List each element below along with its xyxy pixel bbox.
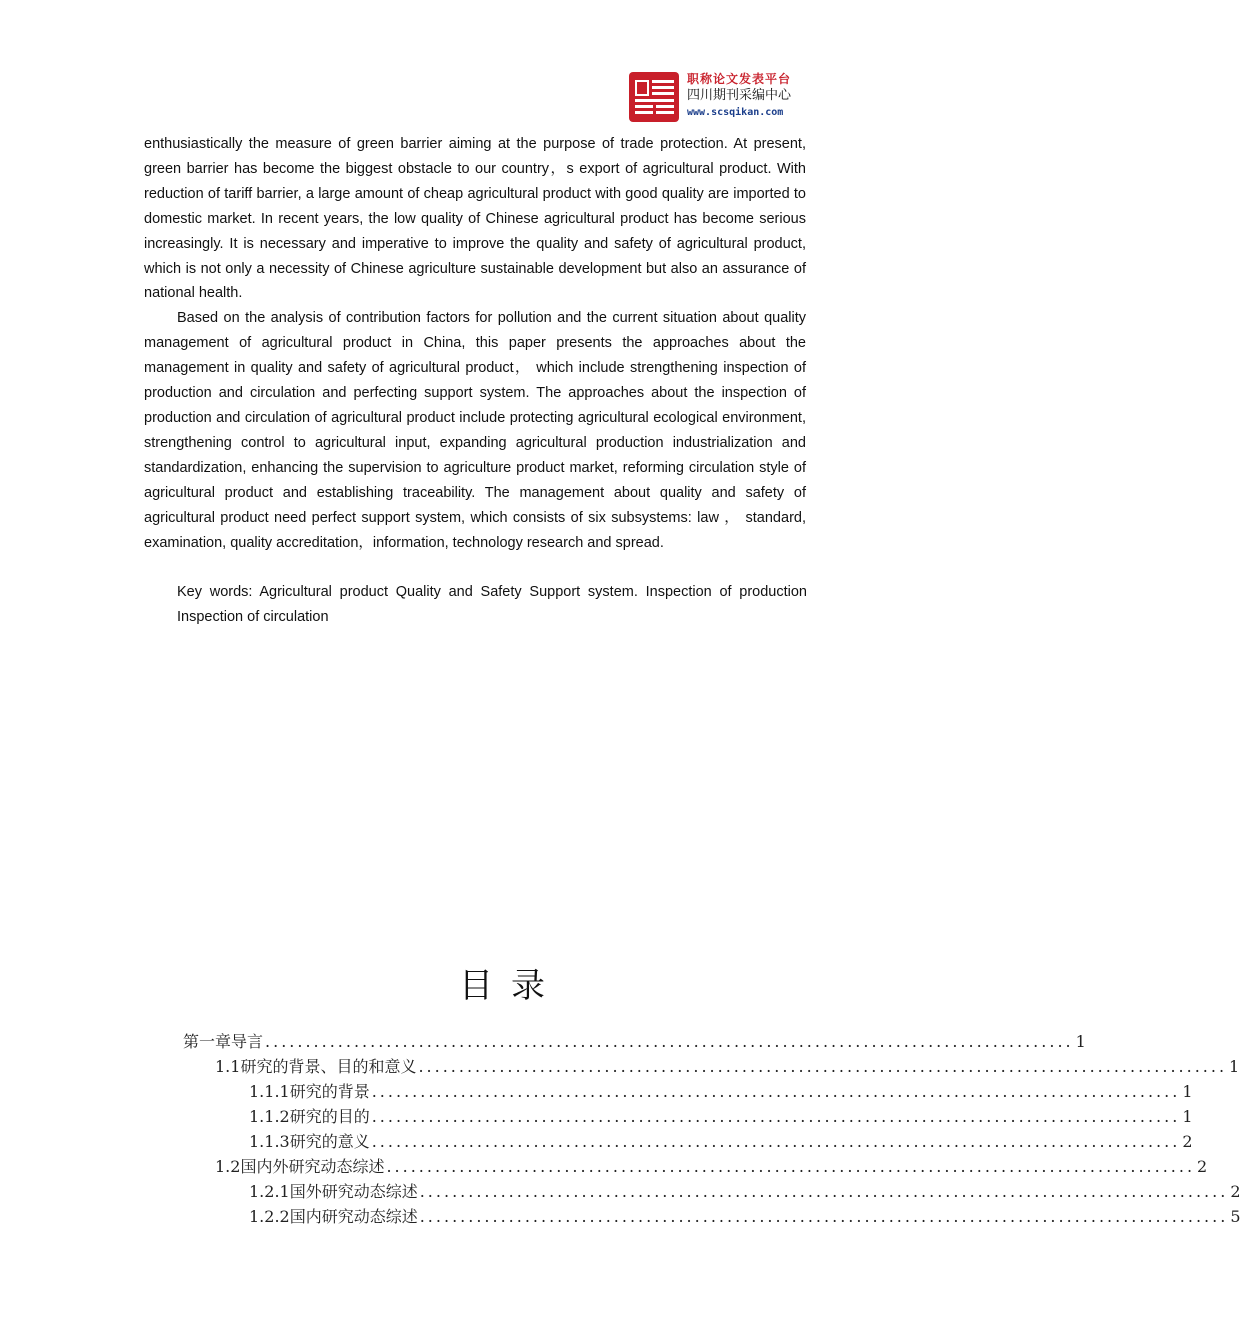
toc-leader: .................................................................................................... (371, 1107, 1181, 1126)
toc-entry[interactable] (249, 1205, 1241, 1229)
toc-entry[interactable] (183, 1030, 1086, 1054)
toc-entry-label: 1.1研究的背景、目的和意义 (215, 1057, 417, 1076)
toc-leader: .................................................................................................... (371, 1132, 1181, 1151)
toc-title: 目录 (459, 966, 563, 1006)
abstract-body (144, 132, 806, 555)
toc-leader: .................................................................................................... (418, 1057, 1228, 1076)
toc-entry-label: 1.1.2研究的目的 (249, 1107, 370, 1126)
toc-entry[interactable] (249, 1180, 1241, 1204)
toc-entry[interactable] (215, 1155, 1208, 1179)
toc-page-number: 1 (1182, 1107, 1193, 1126)
toc-entry-label: 1.1.3研究的意义 (249, 1132, 370, 1151)
logo-tagline: 职称论文发表平台 (687, 72, 792, 86)
toc-page-number: 1 (1075, 1032, 1086, 1051)
toc-entry[interactable] (249, 1130, 1193, 1154)
toc-leader: .................................................................................................... (371, 1082, 1181, 1101)
toc-page-number: 2 (1197, 1157, 1208, 1176)
toc-entry-label: 1.2国内外研究动态综述 (215, 1157, 385, 1176)
toc-leader: .................................................................................................... (386, 1157, 1196, 1176)
toc-entry-label: 1.2.2国内研究动态综述 (249, 1207, 418, 1226)
newspaper-icon (629, 72, 679, 122)
abstract-paragraph-2: Based on the analysis of contribution factors for pollution and the current situation about quality management of agricultural product in China, this paper presents the approaches about the management in quality and safety of agricultural product， which include strengthening inspection of production and circulation and perfecting support system. The approaches about the inspection of production and circulation of agricultural product include protecting agricultural ecological environment, strengthening control to agricultural input, expanding agricultural production industrialization and standardization, enhancing the supervision to agriculture product market, reforming circulation style of agricultural product and establishing traceability. The management about quality and safety of agricultural product need perfect support system, which consists of six subsystems: law ， standard, examination, quality accreditation，information, technology research and spread. (144, 310, 806, 551)
toc-leader: .................................................................................................... (419, 1182, 1229, 1201)
toc-entry[interactable] (249, 1105, 1193, 1129)
abstract-paragraph-1: enthusiastically the measure of green barrier aiming at the purpose of trade protection. At present, green barrier has become the biggest obstacle to our country，s export of agricultural product. With reduction of tariff barrier, a large amount of cheap agricultural product with good quality are imported to domestic market. In recent years, the low quality of Chinese agricultural product has become serious increasingly. It is necessary and imperative to improve the quality and safety of agricultural product, which is not only a necessity of Chinese agriculture sustainable development but also an assurance of national health. (144, 136, 806, 302)
publisher-logo (629, 72, 809, 126)
toc-entry-label: 第一章导言 (183, 1032, 264, 1051)
toc-page-number: 2 (1230, 1182, 1241, 1201)
toc-page-number: 2 (1182, 1132, 1193, 1151)
logo-name: 四川期刊采编中心 (687, 88, 792, 103)
toc-leader: .................................................................................................... (265, 1032, 1074, 1051)
toc-page-number: 1 (1229, 1057, 1240, 1076)
toc-entry[interactable] (215, 1055, 1240, 1079)
toc-page-number: 1 (1182, 1082, 1193, 1101)
toc-entry-label: 1.1.1研究的背景 (249, 1082, 370, 1101)
toc-entry-label: 1.2.1国外研究动态综述 (249, 1182, 418, 1201)
logo-url: www.scsqikan.com (687, 107, 784, 118)
toc-page-number: 5 (1230, 1207, 1241, 1226)
toc-entry[interactable] (249, 1080, 1193, 1104)
keywords: Key words: Agricultural product Quality and Safety Support system. Inspection of production Inspection of circulation (177, 584, 807, 625)
toc-leader: .................................................................................................... (419, 1207, 1229, 1226)
